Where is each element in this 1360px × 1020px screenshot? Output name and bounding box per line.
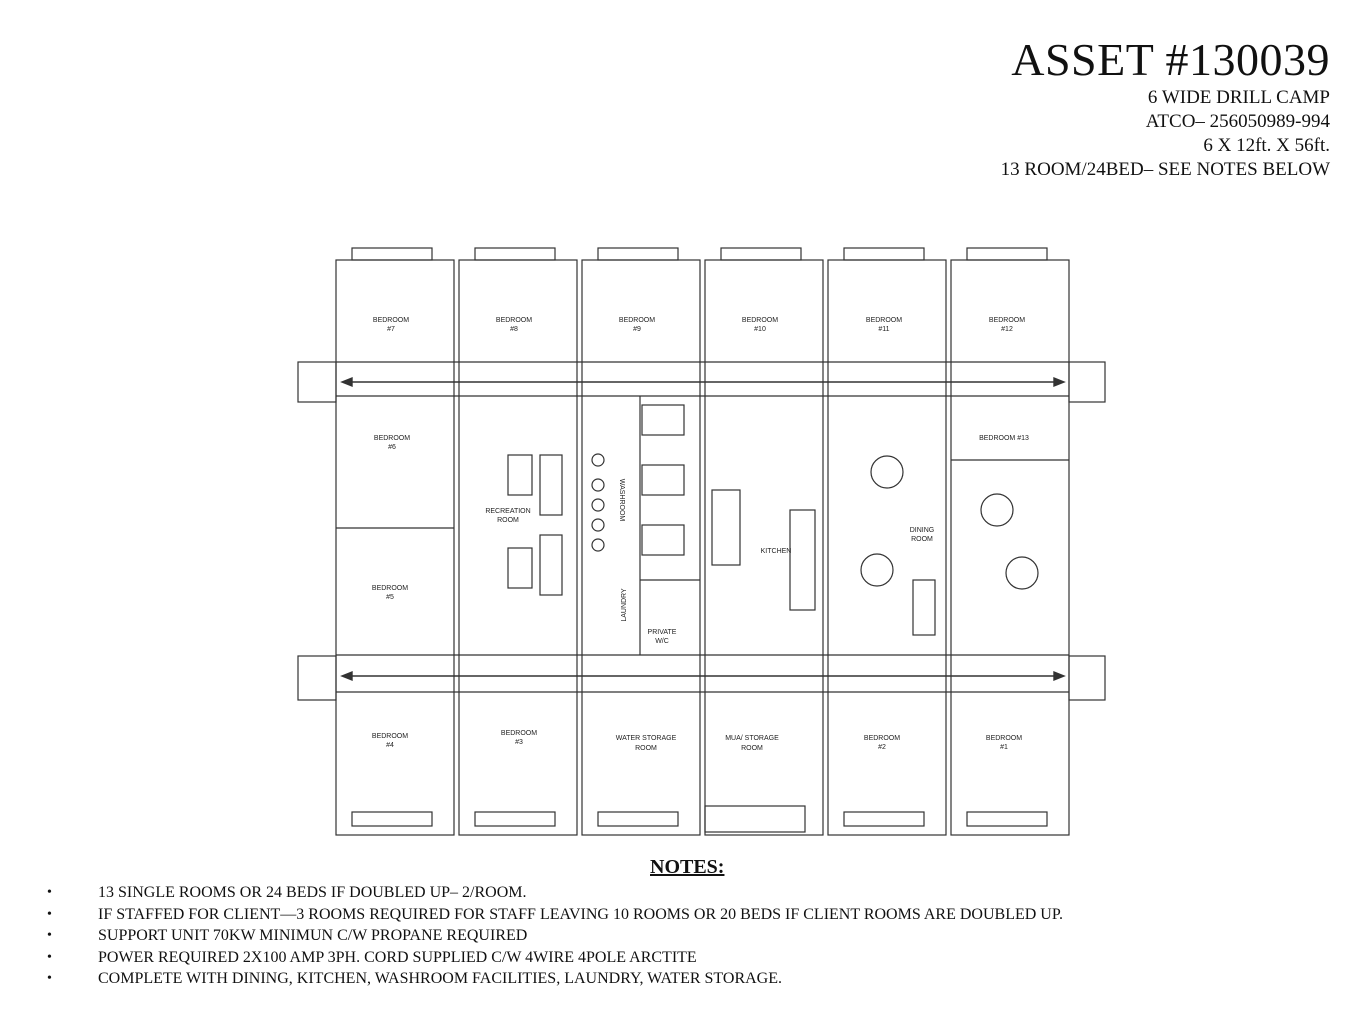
- label-bedroom-10-num: #10: [754, 326, 766, 333]
- stair-left-bottom: [298, 656, 336, 700]
- cap-bottom-1: [352, 812, 432, 826]
- label-bedroom-11: BEDROOM: [865, 317, 903, 324]
- note-text: 13 SINGLE ROOMS OR 24 BEDS IF DOUBLED UP– 2/ROOM.: [98, 884, 527, 901]
- label-bedroom-11-num: #11: [878, 326, 890, 333]
- label-bedroom-9: BEDROOM: [618, 317, 656, 324]
- washroom-sink-1: [592, 454, 604, 466]
- label-bedroom-4: BEDROOM: [371, 733, 409, 740]
- label-bedroom-12-num: #12: [1001, 326, 1013, 333]
- asset-title: ASSET #130039: [1011, 34, 1330, 85]
- label-bedroom-3-num: #3: [515, 739, 523, 746]
- cap-bottom-2: [475, 812, 555, 826]
- arrow-head-bottom-right: [1054, 672, 1064, 680]
- label-water-storage: WATER STORAGE: [615, 735, 677, 742]
- label-recreation: RECREATION: [485, 508, 531, 515]
- arrow-head-bottom-left: [342, 672, 352, 680]
- washroom-sink-3: [592, 499, 604, 511]
- notes-list: [0, 882, 1360, 990]
- note-item: [0, 925, 1360, 947]
- note-text: SUPPORT UNIT 70KW MINIMUN C/W PROPANE REQUIRED: [98, 927, 528, 944]
- notes-heading: NOTES:: [650, 856, 725, 878]
- label-bedroom-7-num: #7: [387, 326, 395, 333]
- label-bedroom-13: BEDROOM #13: [979, 435, 1029, 442]
- note-bullet: •: [47, 928, 52, 943]
- note-item: [0, 947, 1360, 969]
- module-5-outline: [828, 260, 946, 835]
- label-laundry: LAUNDRY: [621, 588, 628, 622]
- note-bullet: •: [47, 971, 52, 986]
- shower-stall-3: [642, 525, 684, 555]
- note-bullet: •: [47, 949, 52, 965]
- shower-stall-2: [642, 465, 684, 495]
- label-bedroom-8: BEDROOM: [495, 317, 533, 324]
- label-mua-storage-room: ROOM: [741, 745, 763, 752]
- kitchen-counter: [790, 510, 815, 610]
- shower-stall-1: [642, 405, 684, 435]
- module-1-outline: [336, 260, 454, 835]
- cap-top-5: [844, 248, 924, 260]
- washroom-sink-2: [592, 479, 604, 491]
- label-bedroom-7: BEDROOM: [372, 317, 410, 324]
- label-bedroom-5: BEDROOM: [371, 585, 409, 592]
- stair-right-bottom: [1069, 656, 1105, 700]
- label-dining: DINING: [909, 527, 935, 534]
- label-bedroom-3: BEDROOM: [500, 730, 538, 737]
- dining-table-2: [861, 554, 893, 586]
- note-item: [0, 968, 1360, 990]
- label-bedroom-1-num: #1: [1000, 744, 1008, 751]
- stair-left-top: [298, 362, 336, 402]
- label-bedroom-6: BEDROOM: [373, 435, 411, 442]
- header-line-2: ATCO– 256050989-994: [1145, 111, 1330, 132]
- cap-top-4: [721, 248, 801, 260]
- dining-table-4: [1006, 557, 1038, 589]
- note-bullet: •: [47, 906, 52, 922]
- cap-top-1: [352, 248, 432, 260]
- module-6-outline: [951, 260, 1069, 835]
- note-bullet: •: [47, 885, 52, 900]
- label-bedroom-1: BEDROOM: [985, 735, 1023, 742]
- label-recreation-room: ROOM: [497, 517, 519, 524]
- recreation-sofa-3: [508, 548, 532, 588]
- label-dining-room: ROOM: [911, 536, 933, 543]
- label-private: PRIVATE: [647, 629, 677, 636]
- note-item: [0, 882, 1360, 904]
- label-bedroom-4-num: #4: [386, 742, 394, 749]
- dining-table-1: [871, 456, 903, 488]
- cap-bottom-4: [705, 806, 805, 832]
- label-water-storage-room: ROOM: [635, 745, 657, 752]
- arrow-head-top-left: [342, 378, 352, 386]
- washroom-sink-5: [592, 539, 604, 551]
- recreation-sofa-2: [540, 455, 562, 515]
- cap-top-2: [475, 248, 555, 260]
- label-bedroom-12: BEDROOM: [988, 317, 1026, 324]
- label-bedroom-8-num: #8: [510, 326, 518, 333]
- note-text: IF STAFFED FOR CLIENT—3 ROOMS REQUIRED FOR STAFF LEAVING 10 ROOMS OR 20 BEDS IF CLIENT ROOMS ARE DOUBLED UP.: [98, 905, 1063, 923]
- note-text: COMPLETE WITH DINING, KITCHEN, WASHROOM FACILITIES, LAUNDRY, WATER STORAGE.: [98, 970, 782, 987]
- cap-top-3: [598, 248, 678, 260]
- kitchen-island: [712, 490, 740, 565]
- label-kitchen: KITCHEN: [760, 548, 792, 555]
- label-bedroom-5-num: #5: [386, 594, 394, 601]
- cap-bottom-6: [967, 812, 1047, 826]
- label-bedroom-9-num: #9: [633, 326, 641, 333]
- label-washroom: WASHROOM: [618, 478, 625, 522]
- label-bedroom-2: BEDROOM: [863, 735, 901, 742]
- label-bedroom-10: BEDROOM: [741, 317, 779, 324]
- recreation-sofa-4: [540, 535, 562, 595]
- label-bedroom-6-num: #6: [388, 444, 396, 451]
- note-text: POWER REQUIRED 2X100 AMP 3PH. CORD SUPPLIED C/W 4WIRE 4POLE ARCTITE: [98, 948, 697, 966]
- cap-top-6: [967, 248, 1047, 260]
- cap-bottom-3: [598, 812, 678, 826]
- label-bedroom-2-num: #2: [878, 744, 886, 751]
- recreation-sofa-1: [508, 455, 532, 495]
- label-private-wc: W/C: [655, 638, 669, 645]
- header-line-3: 6 X 12ft. X 56ft.: [1203, 135, 1330, 156]
- dining-counter: [913, 580, 935, 635]
- header-line-4: 13 ROOM/24BED– SEE NOTES BELOW: [1000, 159, 1330, 180]
- cap-bottom-5: [844, 812, 924, 826]
- label-mua-storage: MUA/ STORAGE: [725, 735, 779, 742]
- note-item: [0, 904, 1360, 926]
- washroom-sink-4: [592, 519, 604, 531]
- header-line-1: 6 WIDE DRILL CAMP: [1147, 87, 1330, 108]
- arrow-head-top-right: [1054, 378, 1064, 386]
- dining-table-3: [981, 494, 1013, 526]
- stair-right-top: [1069, 362, 1105, 402]
